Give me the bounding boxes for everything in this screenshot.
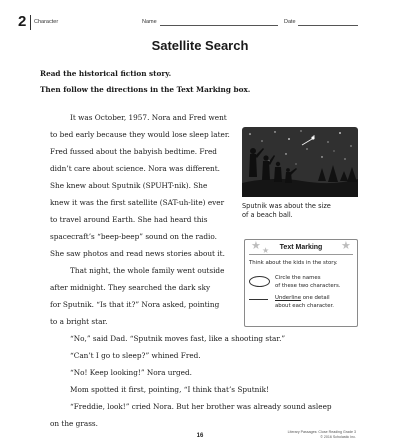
story-line: She knew about Sputnik (SPUHT-nik). She [50,181,208,190]
underline-instruction-line [275,295,330,301]
story-line: She saw photos and read news stories about it. [50,249,225,258]
story-line: after midnight. They searched the dark sky [50,283,211,292]
instruction-line-2: Then follow the directions in the Text Marking box. [40,85,251,94]
story-line: to travel around Earth. She had heard this [50,215,208,224]
star-icon: ★ [341,239,351,252]
page-title: Satellite Search [151,38,249,53]
underline-instruction-line: about each character. [275,303,335,309]
circle-mark-icon [249,276,270,287]
illustration-caption: of a beach ball. [242,211,293,219]
story-line: Fred fussed about the babyish bedtime. Fred [50,147,217,156]
star-icon: ★ [251,239,261,252]
text-marking-box [244,239,358,327]
illustration-caption: Sputnik was about the size [242,202,331,210]
story-line: It was October, 1957. Nora and Fred went [70,113,227,122]
name-field-line[interactable] [160,25,278,26]
divider [249,254,353,255]
story-line: “No,” said Dad. “Sputnik moves fast, like a shooting star.” [70,334,286,343]
name-label: Name [142,19,157,25]
story-line: “Freddie, look!” cried Nora. But her brother was already sound asleep [70,402,332,411]
circle-instruction-line: of these two characters. [275,283,341,289]
story-line: “Can’t I go to sleep?” whined Fred. [70,351,201,360]
story-line: Mom spotted it first, pointing, “I think that’s Sputnik! [70,385,270,394]
copyright-line: © 2016 Scholastic Inc. [320,434,356,439]
story-line: spacecraft’s “beep-beep” sound on the radio. [50,232,217,241]
footer-page-number: 16 [196,433,204,439]
story-line: on the grass. [50,419,98,428]
underline-word: Underline [275,295,302,301]
story-line: knew it was the first satellite (SAT-uh-lite) ever [50,198,225,207]
night-sky-illustration [242,127,358,197]
date-field-line[interactable] [298,25,358,26]
story-line: That night, the whole family went outside [70,266,225,275]
story-line: to bed early because they would lose sleep later. [50,130,230,139]
story-line: “No! Keep looking!” Nora urged. [70,368,192,377]
star-icon: ★ [262,246,270,255]
header-topic: Character [34,19,59,25]
story-line: didn’t care about science. Nora was different. [50,164,220,173]
copyright-line: Literary Passages: Close Reading Grade 3 [287,430,356,434]
text-marking-title: Text Marking [279,244,323,251]
underline-mark-icon [249,299,268,300]
page-number-badge: 2 [18,13,27,30]
story-line: to a bright star. [50,317,108,326]
story-line: for Sputnik. “Is that it?” Nora asked, pointing [50,300,220,309]
date-label: Date [284,19,296,25]
text-marking-intro: Think about the kids in the story. [249,260,338,266]
circle-instruction-line: Circle the names [275,275,321,281]
instruction-line-1: Read the historical fiction story. [40,69,172,78]
footer-copyright [288,430,356,439]
underline-rest: one detail [301,295,330,301]
header-divider [30,15,31,30]
